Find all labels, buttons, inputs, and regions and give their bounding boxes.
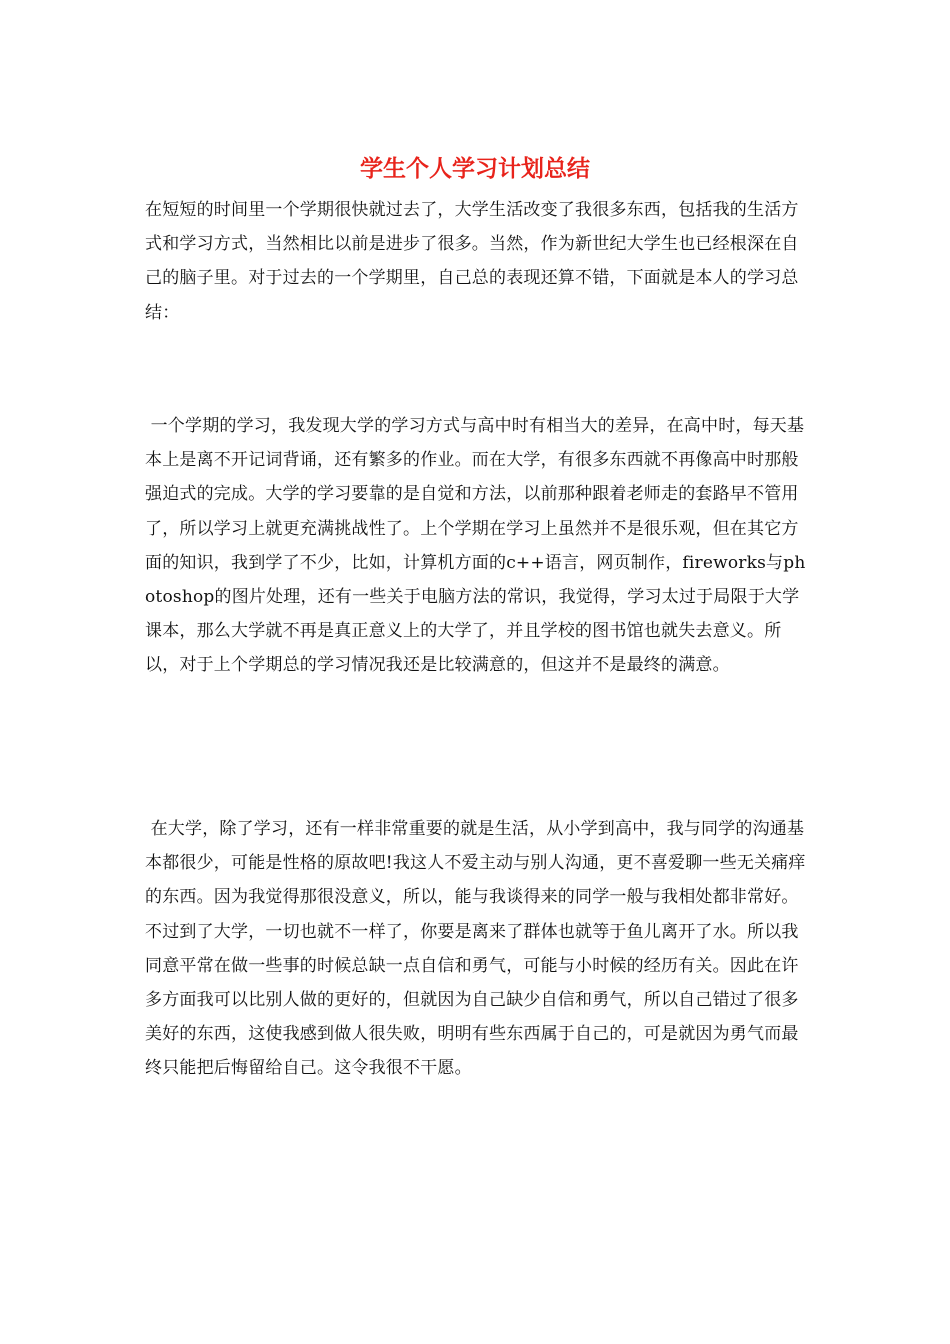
paragraph-life: 在大学，除了学习，还有一样非常重要的就是生活，从小学到高中，我与同学的沟通基本都很少，可能是性格的原故吧!我这人不爱主动与别人沟通，更不喜爱聊一些无关痛痒的东西。因为我觉得那很没意义，所以，能与我谈得来的同学一般与我相处都非常好。不过到了大学，一切也就不一样了，你要是离来了群体也就等于鱼儿离开了水。所以我同意平常在做一些事的时候总缺一点自信和勇气，可能与小时候的经历有关。因此在许多方面我可以比别人做的更好的，但就因为自己缺少自信和勇气，所以自己错过了很多美好的东西，这使我感到做人很失败，明明有些东西属于自己的，可是就因为勇气而最终只能把后悔留给自己。这令我很不干愿。 xyxy=(145,819,806,1079)
paragraph-study: 一个学期的学习，我发现大学的学习方式与高中时有相当大的差异，在高中时，每天基本上是离不开记词背诵，还有繁多的作业。而在大学，有很多东西就不再像高中时那般强迫式的完成。大学的学习要靠的是自觉和方法，以前那种跟着老师走的套路早不管用了，所以学习上就更充满挑战性了。上个学期在学习上虽然并不是很乐观，但在其它方面的知识，我到学了不少，比如，计算机方面的c++语言，网页制作，fireworks与photoshop的图片处理，还有一些关于电脑方法的常识，我觉得，学习太过于局限于大学课本，那么大学就不再是真正意义上的大学了，并且学校的图书馆也就失去意义。所以，对于上个学期总的学习情况我还是比较满意的，但这并不是最终的满意。 xyxy=(145,416,806,676)
paragraph-intro: 在短短的时间里一个学期很快就过去了，大学生活改变了我很多东西，包括我的生活方式和学习方式，当然相比以前是进步了很多。当然，作为新世纪大学生也已经根深在自己的脑子里。对于过去的一个学期里，自己总的表现还算不错，下面就是本人的学习总结： xyxy=(145,200,799,323)
document-title: 学生个人学习计划总结 xyxy=(360,156,590,182)
